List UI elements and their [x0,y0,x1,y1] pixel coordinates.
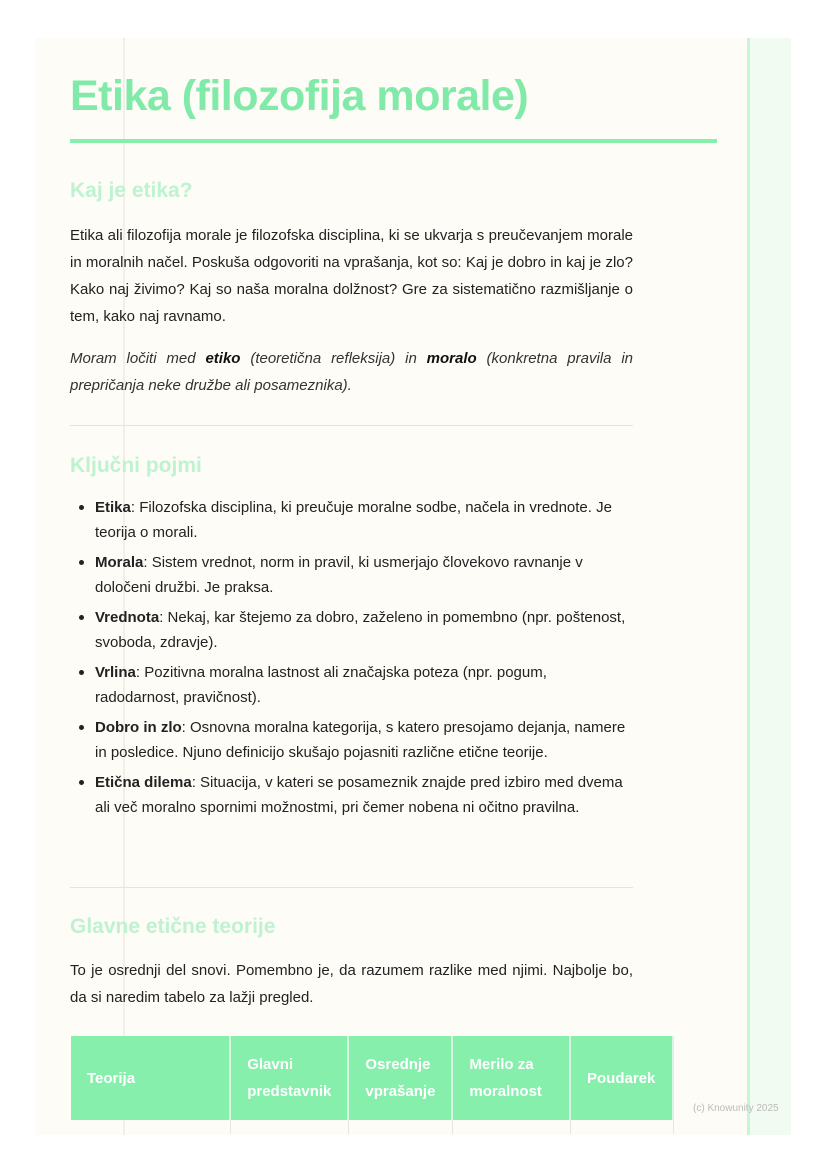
term: Etična dilema [95,774,192,791]
list-item [70,605,633,655]
note-term: moralo [426,350,477,367]
note-text: (konkretna pravila in prepričanja neke družbe ali posameznika). [70,350,633,394]
section-heading: Ključni pojmi [70,454,202,477]
term: Vrednota [95,609,160,626]
column-header: Teorija [71,1036,230,1120]
column-header: Osrednje vprašanje [348,1036,452,1120]
divider [70,425,633,426]
paragraph: To je osrednji del snovi. Pomembno je, da razumem razlike med njimi. Najbolje bo, da si naredim tabelo za lažji pregled. [70,962,633,1006]
list-item [70,495,633,545]
divider [70,887,633,888]
definition: : Nekaj, kar štejemo za dobro, zaželeno in pomembno (npr. poštenost, svoboda, zdravje). [95,609,626,651]
term: Morala [95,554,144,571]
definition: : Filozofska disciplina, ki preučuje moralne sodbe, načela in vrednote. Je teorija o morali. [95,499,612,541]
note-text: Moram ločiti med [70,350,206,367]
table-header-row [71,1036,673,1120]
note [70,345,633,399]
note-term: etiko [205,350,241,367]
term: Vrlina [95,664,136,681]
title-underline [70,139,717,143]
term: Etika [95,499,131,516]
paragraph: Etika ali filozofija morale je filozofska disciplina, ki se ukvarja s preučevanjem morale in moralnih načel. Poskuša odgovoriti na vprašanja, kot so: Kaj je dobro in kaj je zlo? Kako naj živimo? Kaj so naša moralna dolžnost? Gre za sistematično razmišljanje o tem, kako naj ravnamo. [70,227,633,325]
column-header: Poudarek [570,1036,673,1120]
side-strip [750,38,791,1135]
note-text: (teoretična refleksija) in [240,350,427,367]
column-header: Glavni predstavnik [230,1036,348,1120]
list-item [70,660,633,710]
key-terms-list [70,495,633,825]
definition: : Osnovna moralna kategorija, s katero presojamo dejanja, namere in posledice. Njuno definicijo skušajo pojasniti različne etične teorije. [95,719,626,761]
theories-table [71,1036,674,1134]
list-item [70,770,633,820]
document-page [35,38,791,1135]
definition: : Situacija, v kateri se posameznik znajde pred izbiro med dvema ali več moralno spornimi možnostmi, pri čemer nobena ni očitno pravilna. [95,774,623,816]
page-title: Etika (filozofija morale) [70,72,529,120]
section-heading: Kaj je etika? [70,179,193,202]
column-header: Merilo za moralnost [452,1036,570,1120]
list-item [70,715,633,765]
definition: : Pozitivna moralna lastnost ali značajska poteza (npr. pogum, radodarnost, pravičnost). [95,664,547,706]
term: Dobro in zlo [95,719,182,736]
definition: : Sistem vrednot, norm in pravil, ki usmerjajo človekovo ravnanje v določeni družbi. Je praksa. [95,554,583,596]
copyright: (c) Knowunity 2025 [693,1103,779,1114]
section-heading: Glavne etične teorije [70,915,276,938]
list-item [70,550,633,600]
table-row [71,1120,673,1134]
